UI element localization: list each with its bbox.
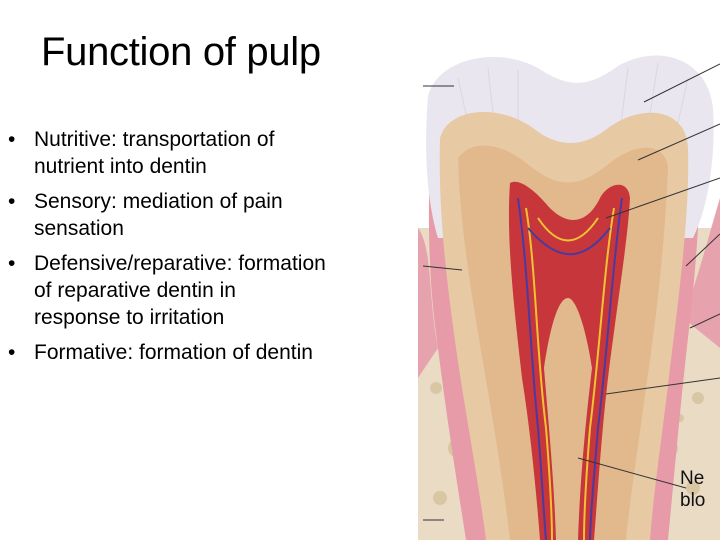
bullet-text: Defensive/reparative: formation of reparative dentin in response to irritation [34,252,326,329]
bullet-text: Nutritive: transportation of nutrient into dentin [34,128,275,178]
bullet-item [8,339,326,366]
bullet-item [8,250,326,331]
bullet-item [8,188,326,242]
bullet-text: Formative: formation of dentin [34,341,313,364]
figure-label-nerve: Ne [680,468,705,489]
bullet-item [8,126,326,180]
bullet-symbol: • [8,190,16,213]
bullet-symbol: • [8,252,16,275]
slide-title: Function of pulp [41,30,321,74]
bullet-symbol: • [8,341,16,364]
bullet-symbol: • [8,128,16,151]
figure-label-blood: blo [680,490,706,511]
bullet-list [8,126,326,374]
tooth-cross-section-illustration [418,48,720,540]
bullet-text: Sensory: mediation of pain sensation [34,190,283,240]
